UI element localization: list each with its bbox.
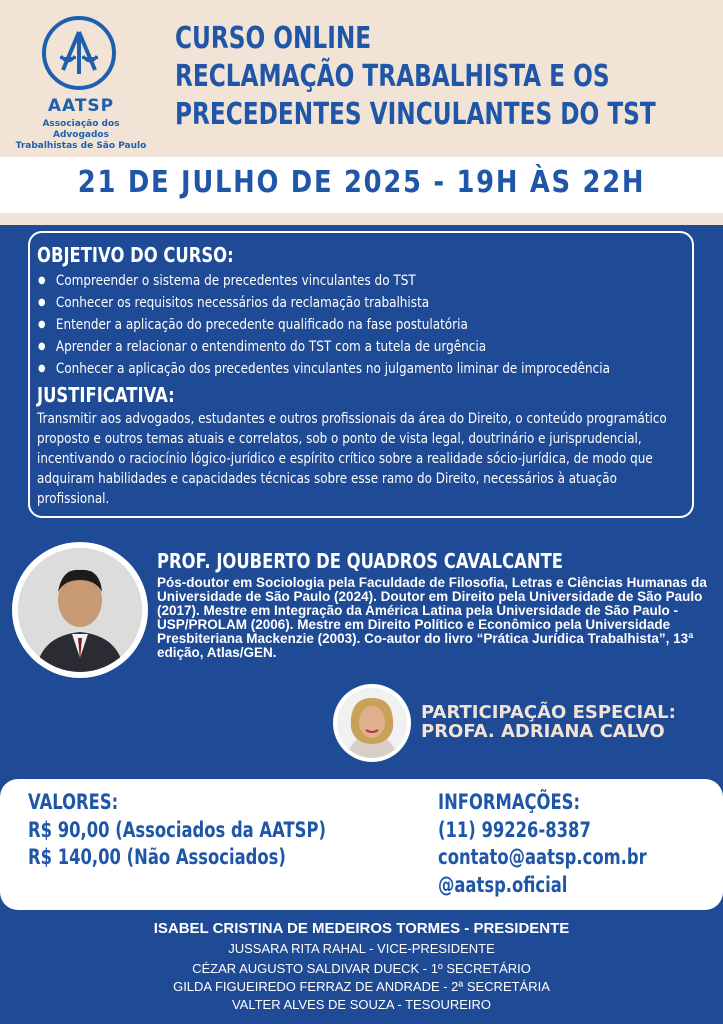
professor-photo	[12, 542, 148, 678]
title-line: RECLAMAÇÃO TRABALHISTA E OS	[175, 59, 610, 94]
list-item: ● Entender a aplicação do precedente qualificado na fase postulatória	[38, 315, 623, 337]
professor-name: PROF. JOUBERTO DE QUADROS CAVALCANTE	[157, 549, 563, 573]
list-item: ● Conhecer os requisitos necessários da reclamação trabalhista	[38, 293, 623, 315]
special-participation: PARTICIPAÇÃO ESPECIAL: PROFA. ADRIANA CALVO	[421, 702, 676, 742]
course-date: 21 DE JULHO DE 2025 - 19H ÀS 22H	[77, 165, 646, 200]
objetivo-list	[38, 271, 718, 381]
guest-photo	[333, 684, 411, 762]
aatsp-logo	[14, 16, 154, 151]
list-item: ● Aprender a relacionar o entendimento do TST com a tutela de urgência	[38, 337, 623, 359]
logo-emblem-icon	[42, 16, 116, 90]
board-member: JUSSARA RITA RAHAL - VICE-PRESIDENTE	[228, 941, 495, 956]
price-associates: R$ 90,00 (Associados da AATSP)	[28, 818, 326, 842]
contact-phone[interactable]: (11) 99226-8387	[438, 818, 591, 842]
list-item: ● Compreender o sistema de precedentes vinculantes do TST	[38, 271, 623, 293]
title-line: PRECEDENTES VINCULANTES DO TST	[175, 97, 656, 132]
list-item: ● Conhecer a aplicação dos precedentes vinculantes no julgamento liminar de improcedência	[38, 359, 623, 381]
justificativa-heading: JUSTIFICATIVA:	[37, 383, 175, 407]
board-member: GILDA FIGUEIREDO FERRAZ DE ANDRADE - 2ª SECRETÁRIA	[173, 979, 550, 994]
contact-email[interactable]: contato@aatsp.com.br	[438, 845, 647, 869]
board-president: ISABEL CRISTINA DE MEDEIROS TORMES - PRESIDENTE	[153, 920, 570, 937]
page-title	[175, 20, 656, 134]
logo-name: AATSP	[47, 96, 115, 116]
info-heading: INFORMAÇÕES:	[438, 790, 580, 814]
logo-subtitle: Associação dos Advogados Trabalhistas de São Paulo	[15, 119, 147, 151]
price-non-associates: R$ 140,00 (Não Associados)	[28, 845, 286, 869]
board-member: CÉZAR AUGUSTO SALDIVAR DUECK - 1º SECRETÁRIO	[192, 961, 531, 976]
board-member: VALTER ALVES DE SOUZA - TESOUREIRO	[231, 997, 492, 1012]
justificativa-text: Transmitir aos advogados, estudantes e outros profissionais da área do Direito, o conteúdo programático proposto e outros temas atuais e correlatos, sob o ponto de vista legal, doutrinário e jurisprudencial, incentivando o raciocínio lógico-jurídico e espírito crítico sobre a realidade sócio-jurídica, de modo que adquiram habilidades e capacidades técnicas sobre esse ramo do Direito, necessários à atuação profissional.	[37, 411, 667, 507]
title-line: CURSO ONLINE	[175, 21, 372, 56]
date-bar	[0, 157, 723, 213]
professor-bio: Pós-doutor em Sociologia pela Faculdade de Filosofia, Letras e Ciências Humanas da Universidade de São Paulo (2024). Doutor em Direito pela Universidade de São Paulo (2017). Mestre em Integração da América Latina pela Universidade de São Paulo - USP/PROLAM (2006). Mestre em Direito Político e Econômico pela Universidade Presbiteriana Mackenzie (2003). Co-autor do livro “Prática Jurídica Trabalhista”, 13ª edição, Atlas/GEN.	[157, 575, 707, 660]
divider	[0, 213, 723, 225]
contact-social[interactable]: @aatsp.oficial	[438, 873, 568, 897]
objetivo-heading: OBJETIVO DO CURSO:	[37, 243, 234, 267]
valores-heading: VALORES:	[28, 790, 119, 814]
